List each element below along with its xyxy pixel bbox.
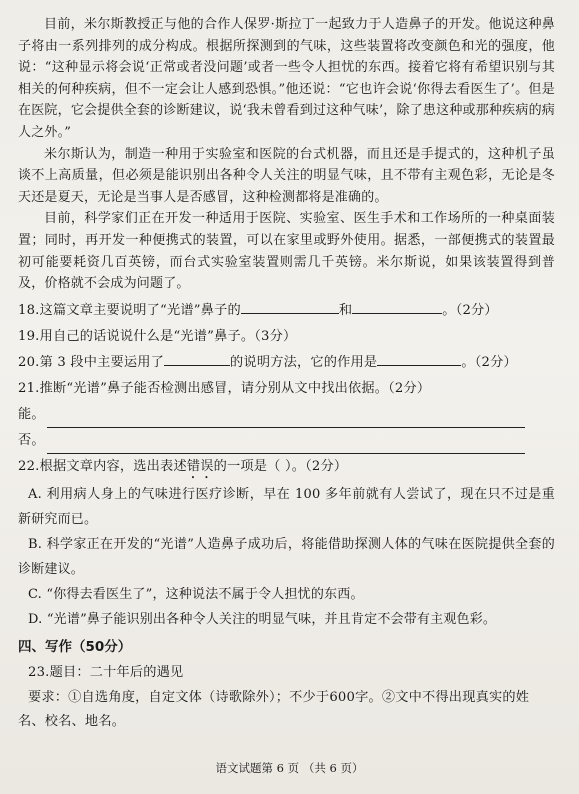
question-18: 18.这篇文章主要说明了“光谱”鼻子的 和 。（2分） <box>18 298 555 324</box>
q22-emphasis: 错误 <box>186 458 214 474</box>
question-19: 19.用自己的话说说什么是“光谱”鼻子。（3分） <box>18 328 297 344</box>
q22-option-c[interactable]: C. “你得去看医生了”，这种说法不属于令人担忧的东西。 <box>28 586 364 602</box>
q22-option-b[interactable]: B. 科学家正在开发的“光谱”人造鼻子成功后，将能借助探测人体的气味在医院提供全套的诊断建议。 <box>18 536 555 577</box>
q20-blank-1[interactable] <box>164 351 230 366</box>
writing-title: 23.题目：二十年后的遇见 <box>28 664 184 680</box>
question-21: 21.推断“光谱”鼻子能否检测出感冒，请分别从文中找出依据。（2分） <box>18 380 431 396</box>
question-22: 22.根据文章内容，选出表述错误的一项是（ ）。（2分） <box>18 458 348 474</box>
q21-cannot-line[interactable] <box>47 437 525 454</box>
q18-blank-1[interactable] <box>241 299 339 314</box>
passage-paragraph-3: 目前，科学家们正在开发一种适用于医院、实验室、医生手术和工作场所的一种桌面装置；同时，再开发一种便携式的装置，可以在家里或野外使用。据悉，一部便携式的装置最初可能要耗资几百英镑，而台式实验室装置则需几千英镑。米尔斯说，如果该装置得到普及，价格就不会成为问题了。 <box>18 211 555 292</box>
q21-answer-cannot: 否。 <box>18 428 555 454</box>
q20-blank-2[interactable] <box>377 351 461 366</box>
q21-can-line[interactable] <box>47 411 525 428</box>
question-20: 20.第 3 段中主要运用了 的说明方法，它的作用是 。（2分） <box>18 350 555 376</box>
q21-answer-can: 能。 <box>18 402 555 428</box>
q18-blank-2[interactable] <box>352 299 442 314</box>
passage-paragraph-2: 米尔斯认为，制造一种用于实验室和医院的台式机器，而且还是手提式的，这种机子虽谈不上高质量，但必须是能识别出各种令人关注的明显气味，且不带有主观色彩，无论是冬天还是夏天，无论是当事人是否感冒，这种检测都将是准确的。 <box>18 146 555 205</box>
page-footer: 语文试题第 6 页 （共 6 页） <box>215 761 364 775</box>
writing-section-heading: 四、写作（50分） <box>18 638 132 655</box>
q22-option-a[interactable]: A. 利用病人身上的气味进行医疗诊断，早在 100 多年前就有人尝试了，现在只不过是重新研究而已。 <box>18 486 555 527</box>
writing-requirements: 要求：①自选角度，自定文体（诗歌除外）；不少于600字。②文中不得出现真实的姓名、校名、地名。 <box>18 689 530 729</box>
passage-paragraph-1: 目前，米尔斯教授正与他的合作人保罗·斯拉丁一起致力于人造鼻子的开发。他说这种鼻子将由一系列排列的成分构成。根据所探测到的气味，这些装置将改变颜色和光的强度，他说：“这种显示将会说‘正常或者没问题’或者一些令人担忧的东西。接着它将有希望识别与其相关的何种疾病，但不一定会让人感到恐惧。”他还说：“它也许会说‘你得去看医生了’。但是在医院，它会提供全套的诊断建议，说‘我未曾看到过这种气味’，除了患这种或那种疾病的病人之外。” <box>18 17 555 140</box>
q22-option-d[interactable]: D. “光谱”鼻子能识别出各种令人关注的明显气味，并且肯定不会带有主观色彩。 <box>28 611 497 627</box>
